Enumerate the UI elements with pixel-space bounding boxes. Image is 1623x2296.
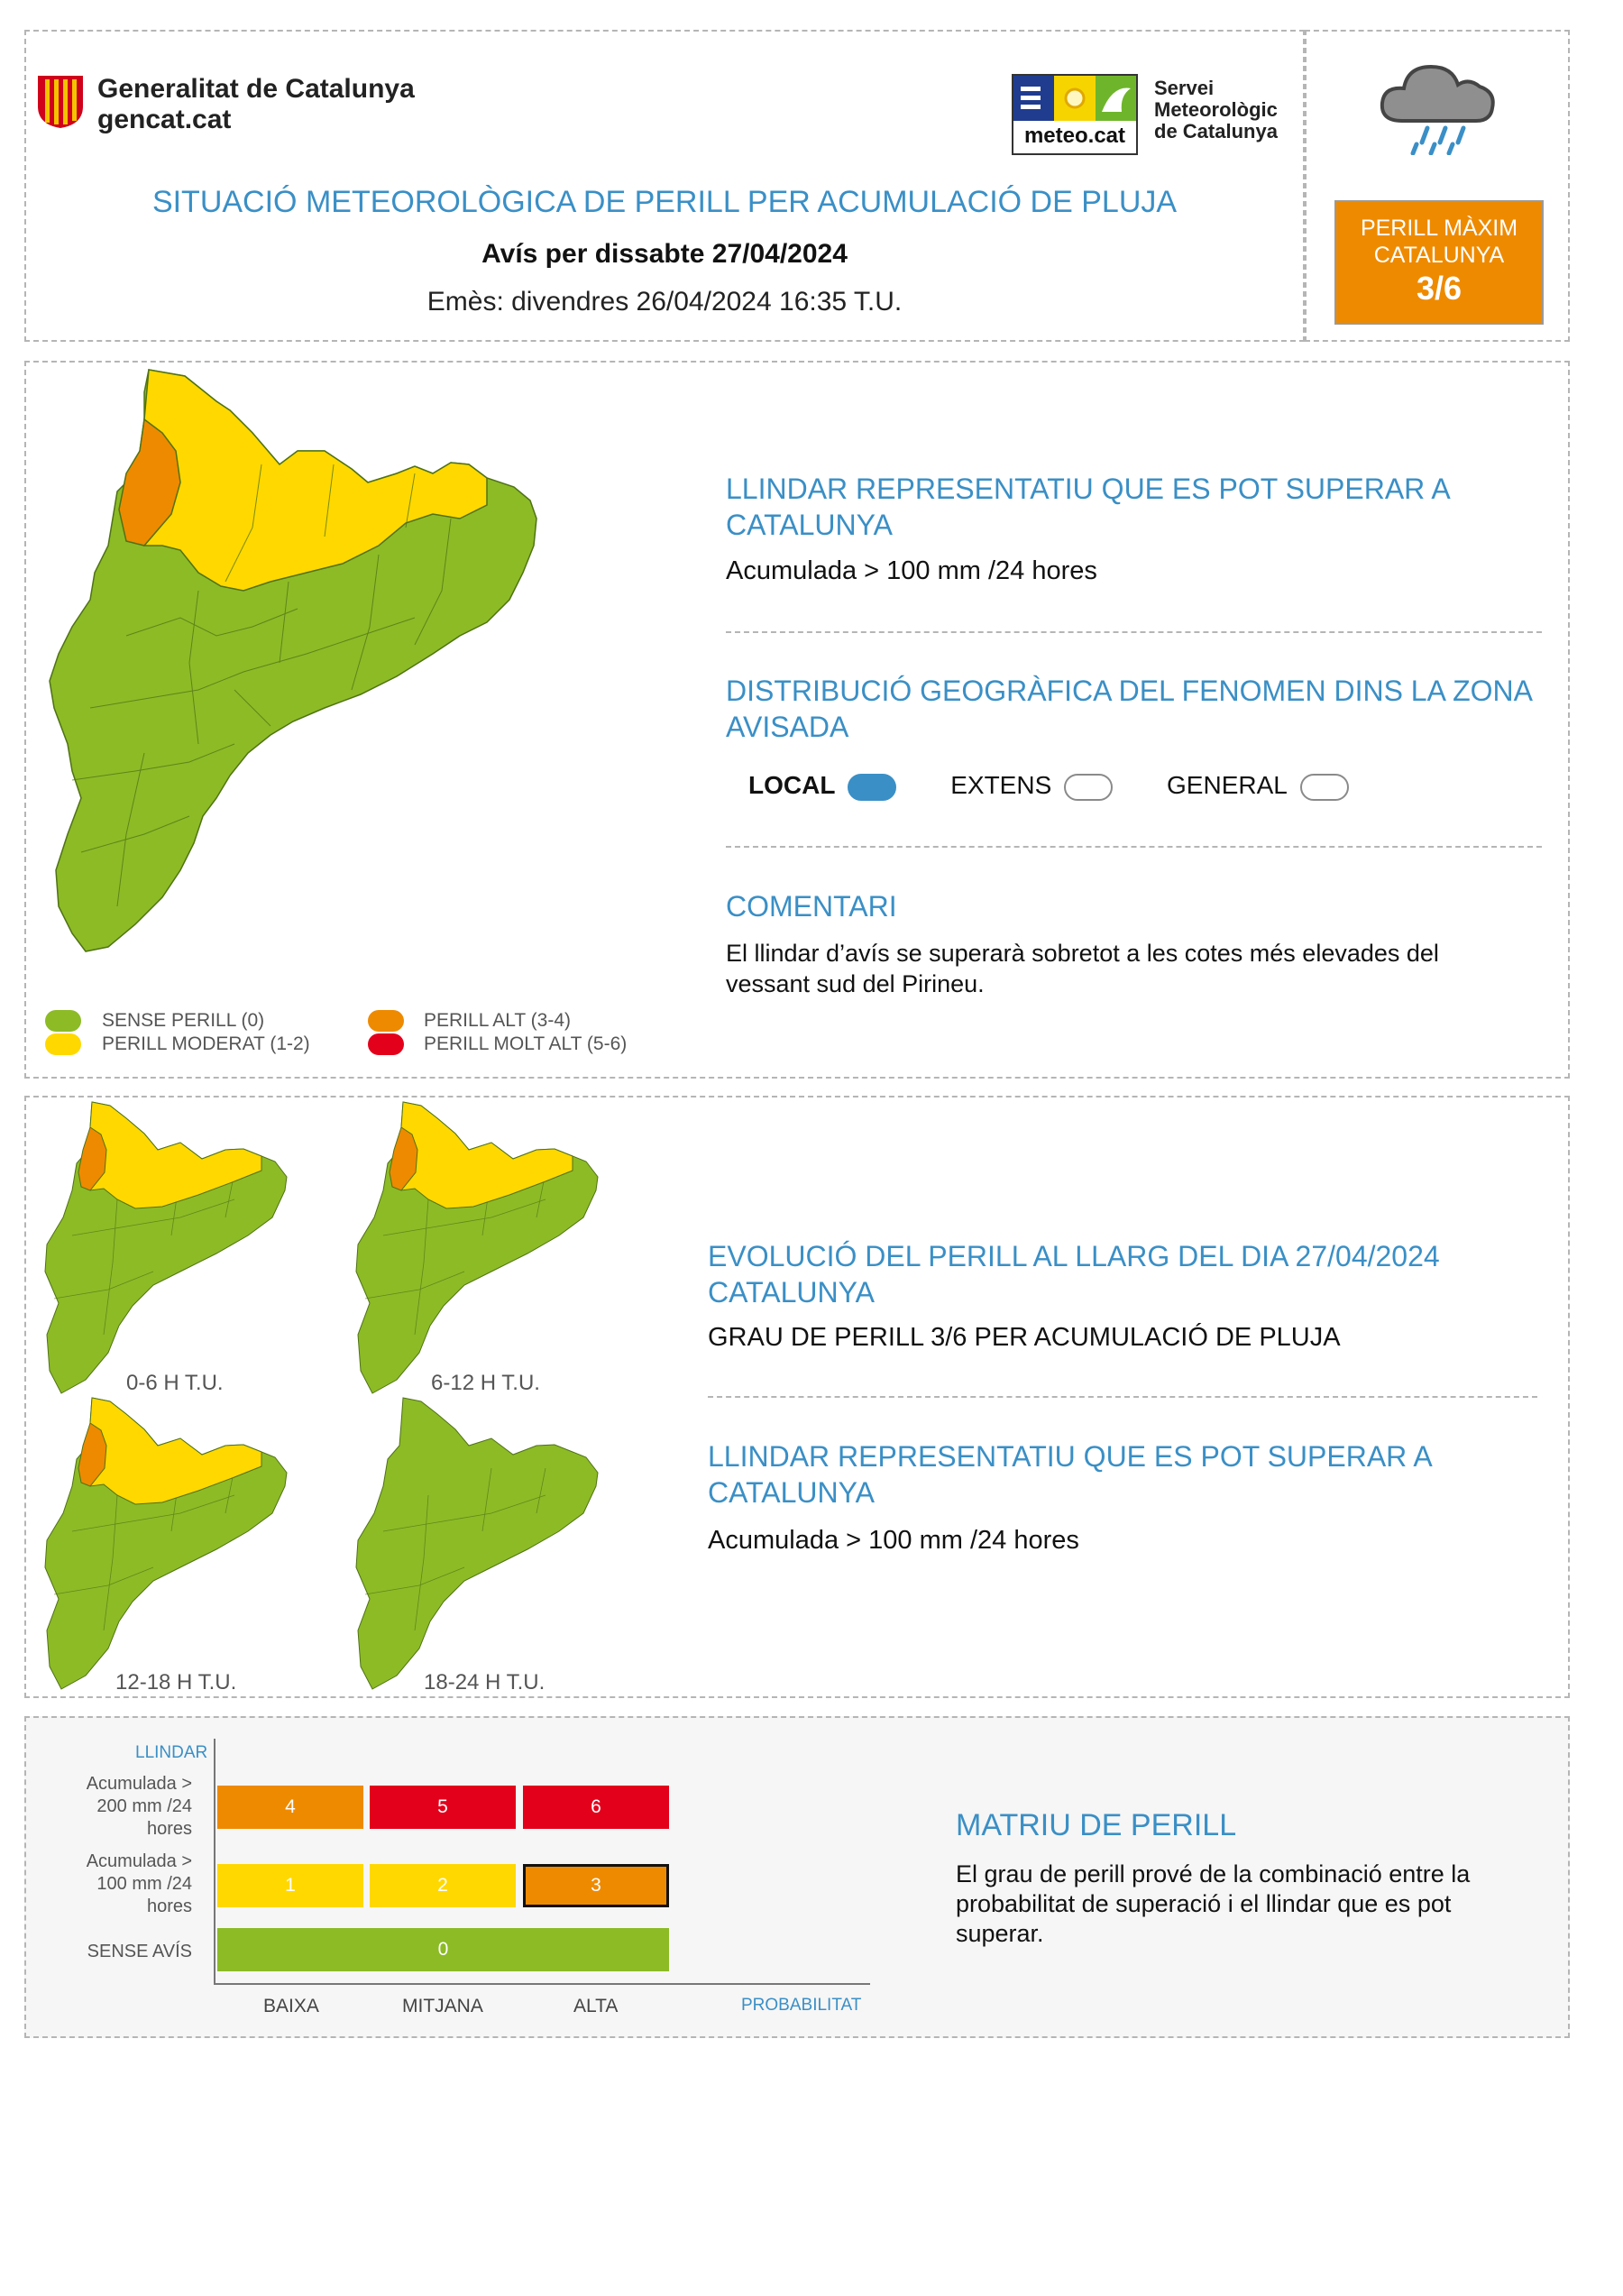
- distribution-extens-label: EXTENS: [950, 771, 1052, 799]
- row-label-100-line-2: 100 mm /24: [96, 1874, 192, 1894]
- evolution-map-18-24: [347, 1396, 618, 1694]
- distribution-extens: [950, 771, 1113, 801]
- evolution-map-12-18: [36, 1396, 307, 1694]
- row-label-100-line-3: hores: [146, 1896, 192, 1916]
- row-label-200-line-2: 200 mm /24: [96, 1796, 192, 1816]
- comment-text: El llindar d’avís se superarà sobretot a les cotes més elevades del vessant sud del Pirineu.: [726, 940, 1439, 997]
- general-indicator: [1300, 774, 1349, 801]
- local-selected-indicator: [848, 774, 896, 801]
- divider-2: [726, 846, 1542, 848]
- evolution-threshold-value: Acumulada > 100 mm /24 hores: [708, 1526, 1079, 1555]
- gencat-logo-icon: [34, 72, 87, 130]
- matrix-axis-title: LLINDAR: [135, 1743, 208, 1762]
- smc-name: [1154, 78, 1278, 142]
- divider-3: [708, 1396, 1537, 1398]
- legend-label-yellow: PERILL MODERAT (1-2): [102, 1033, 310, 1054]
- meteo-cat-logo-icon: [1012, 74, 1138, 155]
- max-danger-value: 3/6: [1416, 270, 1463, 307]
- col-label-baixa: BAIXA: [263, 1996, 319, 2016]
- row-label-100-line-1: Acumulada >: [86, 1851, 192, 1871]
- distribution-general: [1167, 771, 1349, 801]
- rain-cloud-icon: [1375, 56, 1501, 155]
- row-label-200: [52, 1773, 192, 1841]
- row-label-100: [52, 1851, 192, 1918]
- catalonia-map: [36, 365, 667, 996]
- matrix-x-axis: [214, 1983, 870, 1985]
- smc-line-2: Meteorològic: [1154, 98, 1278, 121]
- page-title: SITUACIÓ METEOROLÒGICA DE PERILL PER ACUMULACIÓ DE PLUJA: [151, 185, 1178, 219]
- evolution-title: EVOLUCIÓ DEL PERILL AL LLARG DEL DIA 27/04/2024 CATALUNYA: [708, 1240, 1440, 1309]
- matrix-cell-100-baixa: 1: [217, 1864, 363, 1907]
- threshold-value: Acumulada > 100 mm /24 hores: [726, 556, 1097, 585]
- evolution-caption-0-6: 0-6 H T.U.: [126, 1371, 224, 1395]
- max-danger-label-2: CATALUNYA: [1373, 243, 1505, 268]
- row-label-200-line-1: Acumulada >: [86, 1774, 192, 1794]
- distribution-options: [748, 771, 1349, 801]
- legend-label-green: SENSE PERILL (0): [102, 1010, 265, 1031]
- evolution-threshold-title: LLINDAR REPRESENTATIU QUE ES POT SUPERAR A CATALUNYA: [708, 1440, 1431, 1509]
- evolution-map-6-12: [347, 1100, 618, 1398]
- issued-time: Emès: divendres 26/04/2024 16:35 T.U.: [426, 287, 903, 317]
- legend-dot-orange: [368, 1010, 404, 1032]
- evolution-map-0-6: [36, 1100, 307, 1398]
- forecast-day: Avís per dissabte 27/04/2024: [481, 239, 848, 269]
- legend-dot-green: [45, 1010, 81, 1032]
- meteo-cat-logo-text: meteo.cat: [1023, 124, 1126, 148]
- legend-label-red: PERILL MOLT ALT (5-6): [424, 1033, 628, 1054]
- col-label-alta: ALTA: [573, 1996, 619, 2016]
- legend-dot-red: [368, 1033, 404, 1055]
- matrix-cell-100-alta-current: 3: [523, 1864, 669, 1907]
- evolution-caption-12-18: 12-18 H T.U.: [115, 1670, 237, 1694]
- comment-title: COMENTARI: [726, 890, 897, 923]
- matrix-cell-100-mitjana: 2: [370, 1864, 516, 1907]
- evolution-caption-6-12: 6-12 H T.U.: [431, 1371, 540, 1395]
- legend-dot-yellow: [45, 1033, 81, 1055]
- threshold-title: LLINDAR REPRESENTATIU QUE ES POT SUPERAR A CATALUNYA: [726, 473, 1449, 541]
- smc-line-3: de Catalunya: [1154, 120, 1278, 142]
- col-label-mitjana: MITJANA: [402, 1996, 483, 2016]
- matrix-cell-200-mitjana: 5: [370, 1786, 516, 1829]
- matrix-cell-200-alta: 6: [523, 1786, 669, 1829]
- matrix-y-axis: [214, 1739, 215, 1984]
- evolution-caption-18-24: 18-24 H T.U.: [424, 1670, 546, 1694]
- matrix-title: MATRIU DE PERILL: [956, 1808, 1237, 1842]
- max-danger-label-1: PERILL MÀXIM: [1360, 216, 1518, 241]
- smc-line-1: Servei: [1154, 77, 1215, 99]
- max-danger-badge: [1334, 200, 1544, 325]
- matrix-cell-200-baixa: 4: [217, 1786, 363, 1829]
- row-label-none: SENSE AVÍS: [87, 1942, 192, 1961]
- matrix-text: El grau de perill prové de la combinació entre la probabilitat de superació i el llindar que es pot superar.: [956, 1860, 1471, 1947]
- divider-1: [726, 631, 1542, 633]
- gencat-name: Generalitat de Catalunya: [97, 74, 415, 104]
- legend-label-orange: PERILL ALT (3-4): [424, 1010, 572, 1031]
- gencat-url: gencat.cat: [97, 105, 232, 134]
- matrix-cell-none: 0: [217, 1928, 669, 1971]
- distribution-title: DISTRIBUCIÓ GEOGRÀFICA DEL FENOMEN DINS LA ZONA AVISADA: [726, 675, 1532, 743]
- distribution-local: [748, 771, 896, 801]
- row-label-200-line-3: hores: [146, 1819, 192, 1839]
- evolution-grade: GRAU DE PERILL 3/6 PER ACUMULACIÓ DE PLUJA: [708, 1323, 1341, 1352]
- distribution-local-label: LOCAL: [748, 771, 836, 799]
- distribution-general-label: GENERAL: [1167, 771, 1288, 799]
- extens-indicator: [1064, 774, 1113, 801]
- prob-axis-label: PROBABILITAT: [741, 1996, 862, 2015]
